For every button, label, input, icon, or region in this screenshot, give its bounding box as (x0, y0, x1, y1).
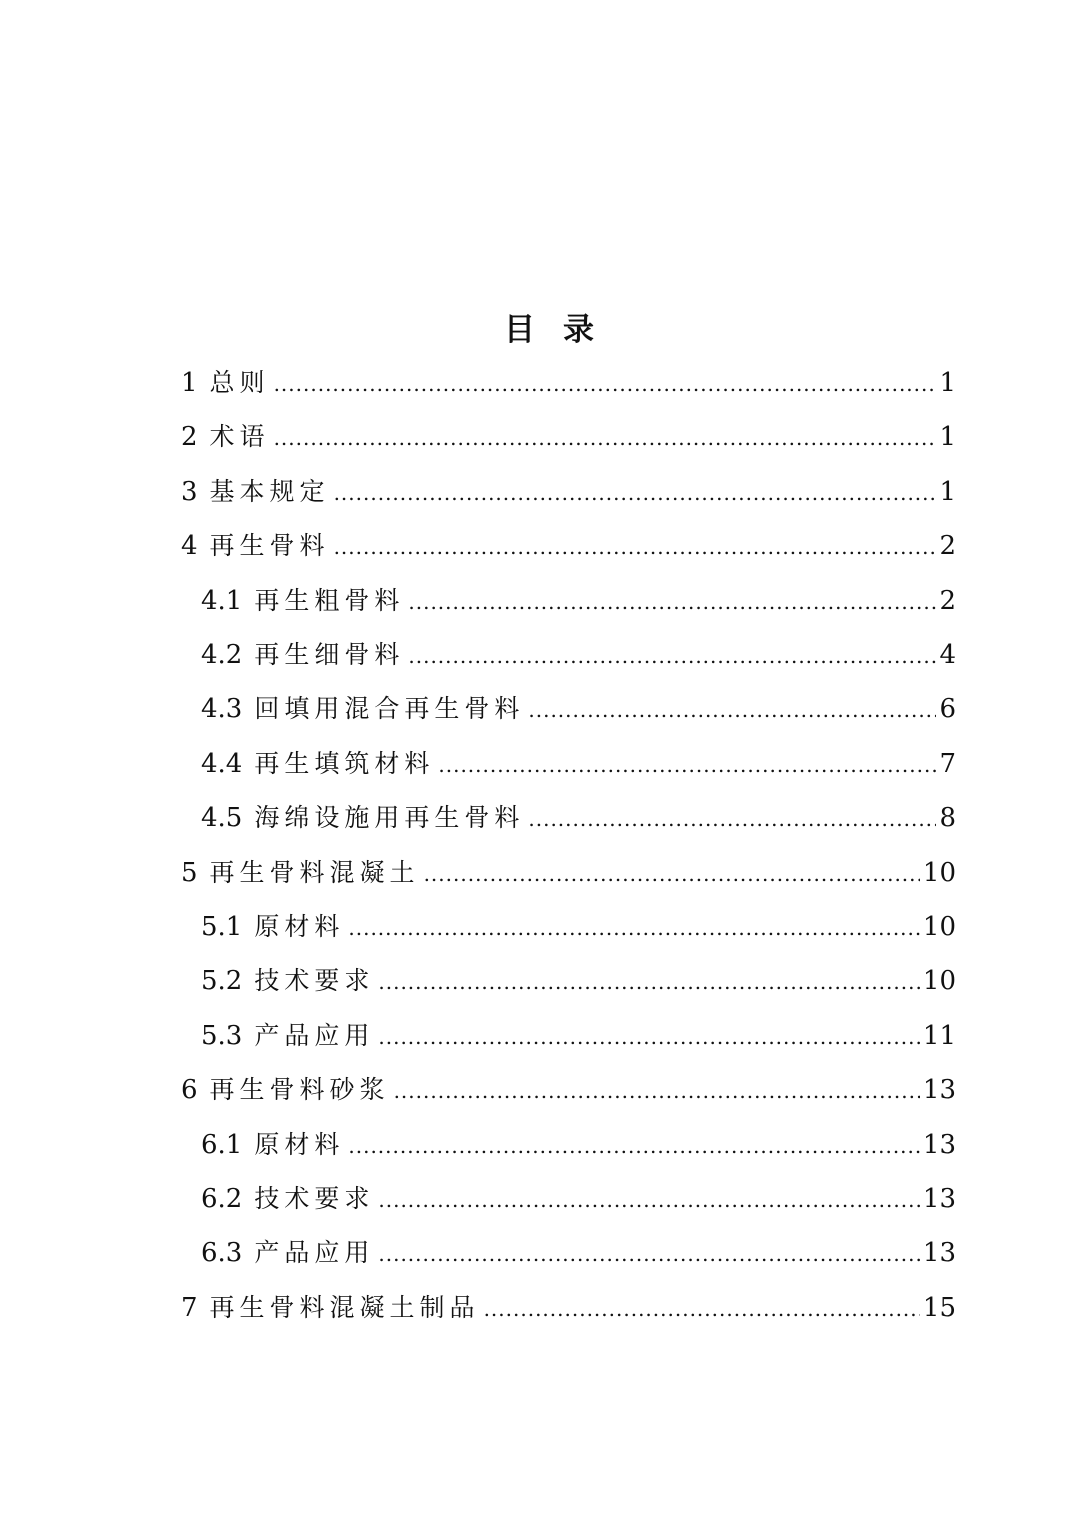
toc-entry-label: 再生填筑材料 (254, 748, 435, 778)
dot-leader (438, 738, 936, 792)
toc-entry-number: 4.4 (201, 748, 243, 779)
toc-entry[interactable] (201, 737, 956, 791)
dot-leader (274, 357, 937, 411)
toc-entry-label: 术语 (209, 422, 270, 452)
toc-entry-label: 原材料 (254, 1129, 345, 1159)
toc-entry[interactable] (201, 1009, 956, 1063)
dot-leader (408, 575, 936, 629)
toc-entry-number: 5 (181, 857, 198, 888)
toc-entry-label: 技术要求 (254, 966, 375, 996)
toc-entry[interactable] (181, 519, 956, 573)
toc-title-part2: 录 (563, 312, 596, 348)
toc-entry-label: 再生粗骨料 (254, 585, 405, 615)
toc-entry-page: 2 (939, 585, 956, 616)
dot-leader (424, 847, 920, 901)
toc-entry-page: 1 (939, 422, 956, 453)
toc-entry-page: 10 (922, 912, 956, 942)
toc-entry-label: 再生骨料混凝土制品 (209, 1292, 480, 1322)
toc-entry-number: 5.2 (201, 966, 243, 997)
toc-entry[interactable] (181, 1281, 956, 1335)
dot-leader (348, 901, 920, 955)
dot-leader (348, 1119, 920, 1173)
toc-entry-page: 8 (939, 803, 956, 834)
toc-title (0, 304, 1080, 349)
dot-leader (334, 466, 937, 520)
toc-entry-page: 13 (922, 1075, 956, 1106)
toc-entry-number: 4 (181, 531, 198, 562)
toc-entry[interactable] (201, 1226, 956, 1280)
dot-leader (408, 629, 936, 683)
toc-entry-label: 总则 (209, 368, 270, 397)
toc-entry[interactable] (201, 954, 956, 1008)
toc-entry-number: 4.2 (201, 640, 243, 670)
toc-entry-page: 7 (939, 748, 956, 779)
toc-entry-page: 10 (922, 966, 956, 997)
dot-leader (394, 1064, 920, 1118)
dot-leader (378, 1010, 920, 1064)
toc-entry[interactable] (181, 356, 956, 410)
toc-entry[interactable] (201, 791, 956, 845)
toc-entry[interactable] (201, 1172, 956, 1226)
toc-entry-page: 4 (939, 640, 956, 670)
toc-entry-page: 10 (922, 857, 956, 888)
toc-entry[interactable] (181, 1063, 956, 1117)
dot-leader (274, 411, 937, 465)
toc-entry-page: 13 (922, 1238, 956, 1269)
toc-title-part1: 目 (504, 312, 537, 348)
toc-entry[interactable] (201, 900, 956, 954)
toc-entry-page: 11 (922, 1020, 956, 1051)
toc-entry-page: 1 (939, 476, 956, 507)
toc-entry-number: 5.1 (201, 912, 243, 942)
dot-leader (378, 1173, 920, 1227)
toc-entry-page: 2 (939, 531, 956, 562)
toc-entry-label: 再生骨料砂浆 (209, 1075, 390, 1105)
toc-entry-label: 再生骨料 (209, 531, 330, 561)
toc-entry-label: 原材料 (254, 912, 345, 941)
toc-entry-label: 再生细骨料 (254, 640, 405, 669)
toc-entry[interactable] (201, 574, 956, 628)
toc-entry-label: 基本规定 (209, 476, 330, 506)
toc-entry-label: 回填用混合再生骨料 (254, 694, 525, 724)
toc-entry[interactable] (201, 682, 956, 736)
toc-entry-page: 6 (939, 694, 956, 725)
toc-entry-label: 技术要求 (254, 1184, 375, 1213)
dot-leader (334, 520, 937, 574)
toc-entry-label: 海绵设施用再生骨料 (254, 803, 525, 833)
toc-entry-number: 3 (181, 476, 198, 507)
toc-entry-number: 4.5 (201, 803, 243, 834)
toc-entry-label: 产品应用 (254, 1020, 375, 1050)
toc-entry-number: 4.1 (201, 585, 243, 616)
toc-entry-page: 13 (922, 1184, 956, 1214)
toc-entry-page: 1 (939, 368, 956, 398)
toc-entry-label: 产品应用 (254, 1238, 375, 1268)
toc-entry-number: 2 (181, 422, 198, 453)
toc-entry[interactable] (181, 410, 956, 464)
toc-entry[interactable] (201, 1118, 956, 1172)
toc-entry-number: 6.2 (201, 1184, 243, 1214)
toc-entry[interactable] (181, 846, 956, 900)
toc-entry-number: 1 (181, 368, 198, 398)
toc-entry-number: 5.3 (201, 1020, 243, 1051)
toc-entry-number: 6.3 (201, 1238, 243, 1269)
toc-entry-label: 再生骨料混凝土 (209, 857, 420, 887)
dot-leader (484, 1282, 920, 1336)
toc-entry-page: 13 (922, 1129, 956, 1160)
dot-leader (378, 955, 920, 1009)
toc-entry-number: 4.3 (201, 694, 243, 725)
dot-leader (528, 683, 936, 737)
toc-entry-number: 7 (181, 1292, 198, 1323)
toc-entry[interactable] (181, 465, 956, 519)
toc-entry[interactable] (201, 628, 956, 682)
dot-leader (528, 792, 936, 846)
dot-leader (378, 1227, 920, 1281)
toc-entry-number: 6.1 (201, 1129, 243, 1160)
toc-entry-page: 15 (922, 1292, 956, 1323)
toc-entry-number: 6 (181, 1075, 198, 1106)
